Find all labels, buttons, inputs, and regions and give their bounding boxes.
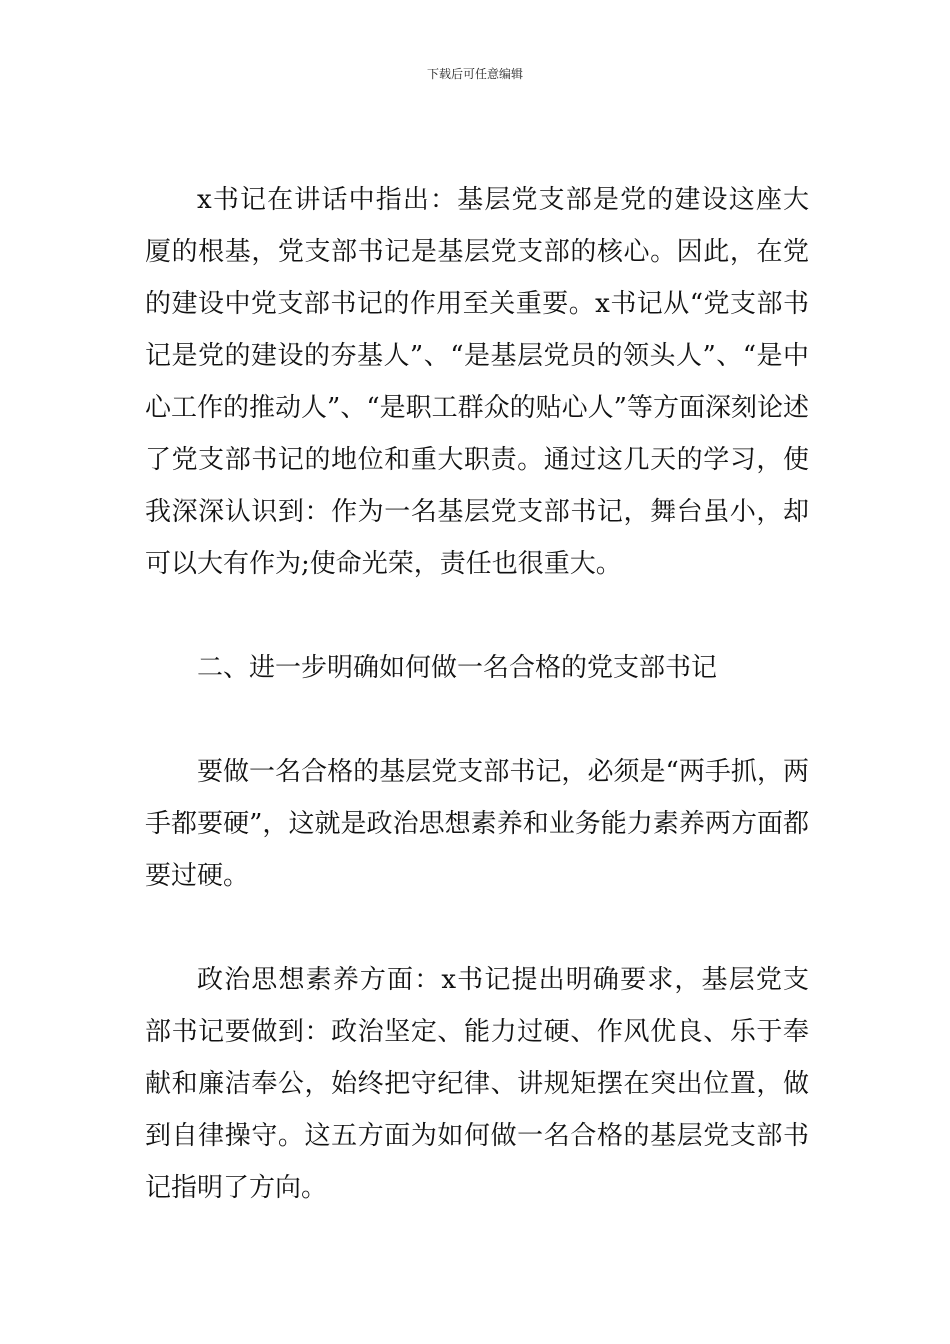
body-paragraph: x书记在讲话中指出：基层党支部是党的建设这座大厦的根基，党支部书记是基层党支部的核心。因此，在党的建设中党支部书记的作用至关重要。x书记从“党支部书记是党的建设的夯基人”、“是基层党员的领头人”、“是中心工作的推动人”、“是职工群众的贴心人”等方面深刻论述了党支部书记的地位和重大职责。通过这几天的学习，使我深深认识到：作为一名基层党支部书记，舞台虽小，却可以大有作为;使命光荣，责任也很重大。 [145, 185, 809, 579]
body-paragraph: 要做一名合格的基层党支部书记，必须是“两手抓，两手都要硬”，这就是政治思想素养和业务能力素养两方面都要过硬。 [145, 757, 809, 891]
document-body [145, 174, 809, 1214]
section-heading: 二、进一步明确如何做一名合格的党支部书记 [197, 653, 718, 683]
page-header: 下载后可任意编辑 [426, 67, 523, 81]
body-paragraph: 政治思想素养方面：x书记提出明确要求，基层党支部书记要做到：政治坚定、能力过硬、作风优良、乐于奉献和廉洁奉公，始终把守纪律、讲规矩摆在突出位置，做到自律操守。这五方面为如何做一名合格的基层党支部书记指明了方向。 [145, 965, 809, 1203]
paragraph-spacer [145, 590, 809, 642]
paragraph-spacer [145, 902, 809, 954]
paragraph-spacer [145, 694, 809, 746]
